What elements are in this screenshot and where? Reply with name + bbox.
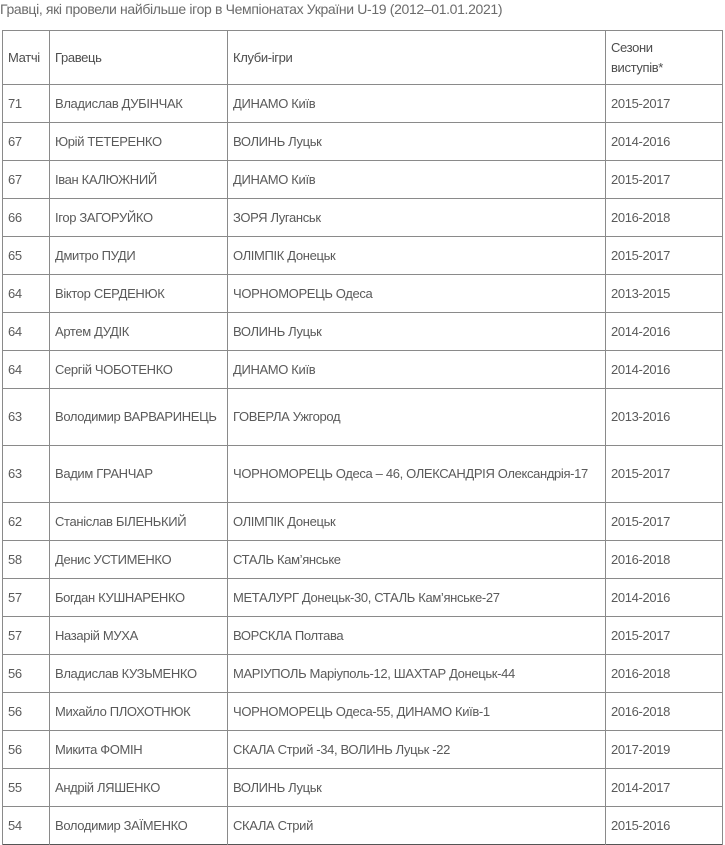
cell-clubs: ДИНАМО Київ xyxy=(228,161,606,199)
cell-seasons: 2014-2016 xyxy=(606,351,723,389)
table-row xyxy=(3,617,723,655)
cell-seasons: 2015-2017 xyxy=(606,237,723,275)
cell-clubs: ДИНАМО Київ xyxy=(228,85,606,123)
cell-player: Назарій МУХА xyxy=(50,617,228,655)
table-row xyxy=(3,389,723,446)
header-seasons-line1: Сезони xyxy=(611,39,653,55)
table-row xyxy=(3,693,723,731)
cell-seasons: 2015-2017 xyxy=(606,617,723,655)
cell-player: Іван КАЛЮЖНИЙ xyxy=(50,161,228,199)
cell-seasons: 2015-2017 xyxy=(606,503,723,541)
cell-clubs: СКАЛА Стрий xyxy=(228,807,606,845)
table-row xyxy=(3,769,723,807)
cell-player: Володимир ВАРВАРИНЕЦЬ xyxy=(50,389,228,446)
cell-matches: 55 xyxy=(3,769,50,807)
table-row xyxy=(3,123,723,161)
header-seasons-line2: виступів* xyxy=(611,59,664,75)
cell-matches: 67 xyxy=(3,161,50,199)
cell-player: Дмитро ПУДИ xyxy=(50,237,228,275)
cell-clubs: ОЛІМПІК Донецьк xyxy=(228,503,606,541)
cell-player: Станіслав БІЛЕНЬКИЙ xyxy=(50,503,228,541)
cell-seasons: 2014-2017 xyxy=(606,769,723,807)
cell-clubs: ВОЛИНЬ Луцьк xyxy=(228,769,606,807)
cell-player: Владислав КУЗЬМЕНКО xyxy=(50,655,228,693)
header-seasons xyxy=(606,31,723,85)
table-row xyxy=(3,161,723,199)
table-row xyxy=(3,237,723,275)
cell-player: Вадим ГРАНЧАР xyxy=(50,446,228,503)
cell-player: Михайло ПЛОХОТНЮК xyxy=(50,693,228,731)
cell-matches: 56 xyxy=(3,693,50,731)
cell-seasons: 2014-2016 xyxy=(606,313,723,351)
cell-seasons: 2013-2016 xyxy=(606,389,723,446)
cell-seasons: 2015-2017 xyxy=(606,446,723,503)
table-row xyxy=(3,503,723,541)
cell-matches: 64 xyxy=(3,275,50,313)
cell-matches: 63 xyxy=(3,446,50,503)
cell-matches: 63 xyxy=(3,389,50,446)
cell-player: Юрій ТЕТЕРЕНКО xyxy=(50,123,228,161)
cell-seasons: 2014-2016 xyxy=(606,123,723,161)
cell-player: Денис УСТИМЕНКО xyxy=(50,541,228,579)
cell-matches: 65 xyxy=(3,237,50,275)
cell-player: Андрій ЛЯШЕНКО xyxy=(50,769,228,807)
header-player: Гравець xyxy=(50,31,228,85)
table-caption: Гравці, які провели найбільше ігор в Чемпіонатах України U-19 (2012–01.01.2021) xyxy=(0,1,503,17)
cell-clubs: ГОВЕРЛА Ужгород xyxy=(228,389,606,446)
header-clubs: Клуби-ігри xyxy=(228,31,606,85)
table-row xyxy=(3,579,723,617)
cell-clubs: СКАЛА Стрий -34, ВОЛИНЬ Луцьк -22 xyxy=(228,731,606,769)
cell-seasons: 2017-2019 xyxy=(606,731,723,769)
cell-player: Микита ФОМІН xyxy=(50,731,228,769)
cell-matches: 67 xyxy=(3,123,50,161)
table-row xyxy=(3,85,723,123)
cell-clubs: ДИНАМО Київ xyxy=(228,351,606,389)
cell-seasons: 2016-2018 xyxy=(606,541,723,579)
table-row xyxy=(3,275,723,313)
cell-seasons: 2016-2018 xyxy=(606,655,723,693)
cell-clubs: СТАЛЬ Кам’янське xyxy=(228,541,606,579)
cell-matches: 64 xyxy=(3,351,50,389)
cell-player: Богдан КУШНАРЕНКО xyxy=(50,579,228,617)
cell-seasons: 2015-2017 xyxy=(606,161,723,199)
table-row xyxy=(3,655,723,693)
cell-matches: 62 xyxy=(3,503,50,541)
table-row xyxy=(3,446,723,503)
table-header-row xyxy=(3,31,723,85)
cell-clubs: ЧОРНОМОРЕЦЬ Одеса-55, ДИНАМО Київ-1 xyxy=(228,693,606,731)
cell-seasons: 2015-2016 xyxy=(606,807,723,845)
cell-matches: 66 xyxy=(3,199,50,237)
cell-player: Владислав ДУБІНЧАК xyxy=(50,85,228,123)
cell-player: Сергій ЧОБОТЕНКО xyxy=(50,351,228,389)
cell-matches: 64 xyxy=(3,313,50,351)
cell-clubs: МЕТАЛУРГ Донецьк-30, СТАЛЬ Кам’янське-27 xyxy=(228,579,606,617)
cell-seasons: 2016-2018 xyxy=(606,199,723,237)
cell-clubs: ВОРСКЛА Полтава xyxy=(228,617,606,655)
cell-seasons: 2014-2016 xyxy=(606,579,723,617)
players-table xyxy=(2,30,723,845)
cell-clubs: ОЛІМПІК Донецьк xyxy=(228,237,606,275)
cell-matches: 57 xyxy=(3,617,50,655)
table-row xyxy=(3,199,723,237)
cell-seasons: 2013-2015 xyxy=(606,275,723,313)
cell-player: Артем ДУДІК xyxy=(50,313,228,351)
table-row xyxy=(3,541,723,579)
cell-matches: 71 xyxy=(3,85,50,123)
cell-player: Ігор ЗАГОРУЙКО xyxy=(50,199,228,237)
cell-player: Володимир ЗАЇМЕНКО xyxy=(50,807,228,845)
cell-matches: 56 xyxy=(3,655,50,693)
cell-seasons: 2016-2018 xyxy=(606,693,723,731)
header-matches: Матчі xyxy=(3,31,50,85)
table-row xyxy=(3,731,723,769)
cell-clubs: ЧОРНОМОРЕЦЬ Одеса – 46, ОЛЕКСАНДРІЯ Олександрія-17 xyxy=(228,446,606,503)
table-row xyxy=(3,807,723,845)
cell-matches: 57 xyxy=(3,579,50,617)
cell-matches: 54 xyxy=(3,807,50,845)
cell-matches: 58 xyxy=(3,541,50,579)
table-row xyxy=(3,351,723,389)
cell-clubs: ЗОРЯ Луганськ xyxy=(228,199,606,237)
table-row xyxy=(3,313,723,351)
cell-clubs: ВОЛИНЬ Луцьк xyxy=(228,313,606,351)
cell-clubs: МАРІУПОЛЬ Маріуполь-12, ШАХТАР Донецьк-44 xyxy=(228,655,606,693)
cell-clubs: ЧОРНОМОРЕЦЬ Одеса xyxy=(228,275,606,313)
cell-seasons: 2015-2017 xyxy=(606,85,723,123)
cell-matches: 56 xyxy=(3,731,50,769)
cell-clubs: ВОЛИНЬ Луцьк xyxy=(228,123,606,161)
cell-player: Віктор СЕРДЕНЮК xyxy=(50,275,228,313)
